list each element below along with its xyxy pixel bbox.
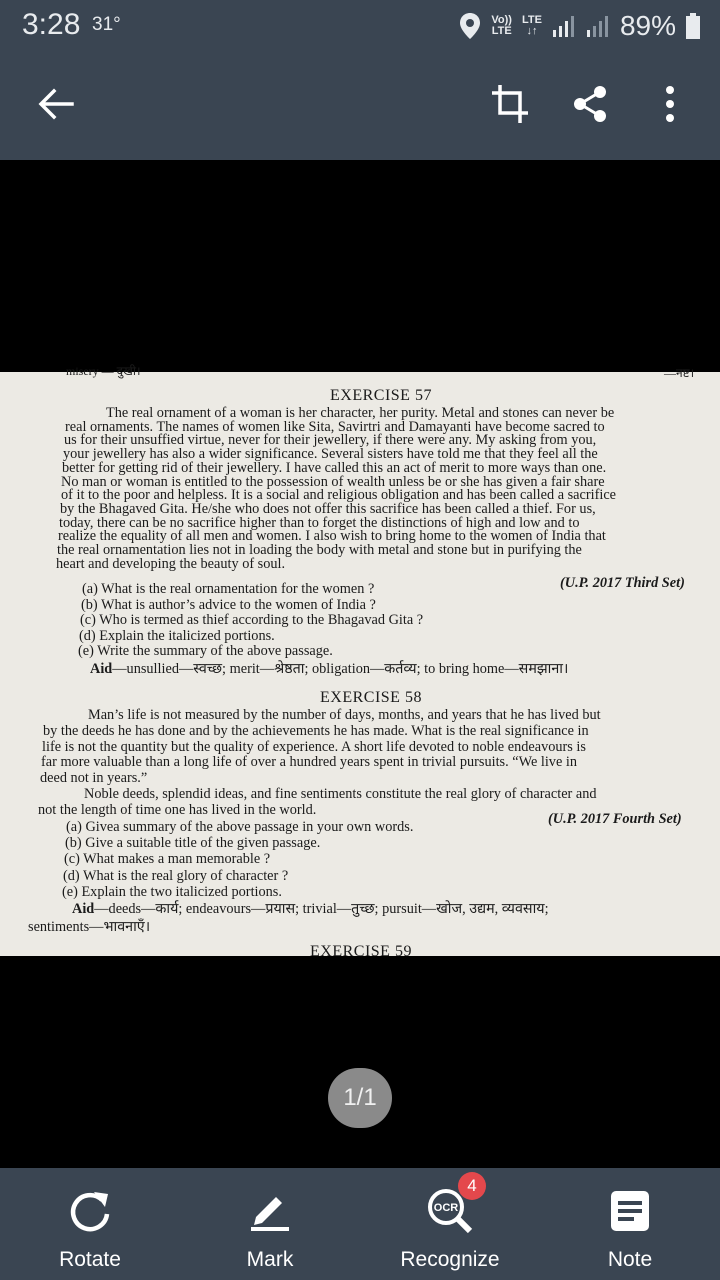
note-icon xyxy=(610,1190,650,1232)
exercise-59-heading-cut: EXERCISE 59 xyxy=(310,943,412,960)
rotate-icon xyxy=(68,1188,112,1234)
exercise-58-aid-cont: sentiments—भावनाएँ। xyxy=(28,919,151,935)
passage-58-line: Noble deeds, splendid ideas, and fine sentiments constitute the real glory of character and xyxy=(84,786,597,802)
exercise-57-heading: EXERCISE 57 xyxy=(330,387,432,404)
exercise-58-heading: EXERCISE 58 xyxy=(320,689,422,706)
aid-text: —unsullied—स्वच्छ; merit—श्रेष्ठता; obligation—कर्तव्य; to bring home—समझाना। xyxy=(112,661,569,677)
passage-58-line: Man’s life is not measured by the number of days, months, and years that he has lived but xyxy=(88,707,601,723)
question-57-line: (c) Who is termed as thief according to the Bhagavad Gita ? xyxy=(80,612,424,629)
lte-label: LTE xyxy=(521,14,542,26)
status-bar xyxy=(0,0,720,50)
question-58-line: (b) Give a suitable title of the given passage. xyxy=(65,835,321,852)
passage-57-line: No man or woman is entitled to the possession of wealth unless be or she has given a fair share xyxy=(61,473,605,490)
app-bar xyxy=(0,50,720,160)
back-arrow-icon xyxy=(38,88,74,120)
mark-button[interactable] xyxy=(180,1168,360,1280)
battery-icon xyxy=(686,13,700,39)
note-button[interactable] xyxy=(540,1168,720,1280)
passage-57-line: real ornaments. The names of women like Sita, Savirtri and Damayanti have become sacred to xyxy=(65,418,605,435)
question-58-line: (c) What makes a man memorable ? xyxy=(64,851,271,868)
status-temperature: 31° xyxy=(92,14,121,35)
exercise-58-aid xyxy=(72,902,549,918)
aid-label: Aid xyxy=(90,661,113,677)
aid-label-58: Aid xyxy=(72,901,95,917)
rotate-label: Rotate xyxy=(59,1248,121,1271)
more-vert-icon xyxy=(665,86,675,122)
passage-58-line: by the deeds he has done and by the achievements he has made. What is the real significance in xyxy=(43,722,589,739)
data-arrows-icon: ↓↑ xyxy=(526,25,538,37)
passage-58-line: far more valuable than a long life of over a hundred years spent in trivial pursuits. “We live in xyxy=(41,754,578,771)
top-right-cut-text: —नष्ट। xyxy=(664,366,695,380)
top-cut-text: misery — दुखी। xyxy=(66,364,141,378)
location-icon xyxy=(459,12,481,40)
more-options-button[interactable] xyxy=(642,76,698,132)
passage-58-line: life is not the quantity but the quality of experience. A short life devoted to noble endeavours is xyxy=(42,738,586,755)
rotate-button[interactable] xyxy=(0,1168,180,1280)
back-button[interactable] xyxy=(28,76,84,132)
scanned-page[interactable] xyxy=(0,364,720,960)
question-58-line: (a) Givea summary of the above passage in your own words. xyxy=(66,819,414,835)
share-button[interactable] xyxy=(562,76,618,132)
volte-bottom: LTE xyxy=(491,25,512,37)
exercise-58-source: (U.P. 2017 Fourth Set) xyxy=(548,811,682,827)
svg-text:OCR: OCR xyxy=(433,1202,459,1214)
passage-57-line: the real ornamentation lies not in loading the body with metal and stone but in purifying the xyxy=(57,542,582,558)
passage-58-line: not the length of time one has lived in the world. xyxy=(38,801,317,818)
question-57-line: (d) Explain the italicized portions. xyxy=(79,627,275,644)
volte-indicator xyxy=(491,15,512,37)
passage-57-line: your jewellery has also a wider significance. Several sisters have told me that they feel all the xyxy=(63,446,598,463)
note-label: Note xyxy=(607,1248,653,1271)
question-57-line: (b) What is author’s advice to the women of India ? xyxy=(81,596,376,613)
exercise-57-aid xyxy=(90,662,568,678)
recognize-label: Recognize xyxy=(400,1248,500,1271)
passage-57-line: by the Bhagaved Gita. He/she who does not offer this sacrifice has been called a thief. For us, xyxy=(60,500,596,517)
mark-label: Mark xyxy=(246,1248,294,1271)
question-57-line: (a) What is the real ornamentation for the women ? xyxy=(82,581,375,597)
passage-58-line: deed not in years.” xyxy=(40,770,148,787)
passage-57-line: realize the equality of all men and women. I also wish to bring home to the women of India that xyxy=(58,528,606,545)
passage-57-line: better for getting rid of their jewellery. I have called this an act of merit to more ways than one. xyxy=(62,459,607,476)
status-time: 3:28 xyxy=(22,8,81,41)
page-indicator: 1/1 xyxy=(328,1068,392,1128)
aid-text-58: —deeds—कार्य; endeavours—प्रयास; trivial—तुच्छ; pursuit—खोज, उद्यम, व्यवसाय; xyxy=(94,901,549,917)
passage-57-line: heart and developing the beauty of soul. xyxy=(56,555,286,572)
question-58-line: (d) What is the real glory of character ? xyxy=(63,867,289,884)
recognize-button[interactable] xyxy=(360,1168,540,1280)
crop-button[interactable] xyxy=(482,76,538,132)
recognize-badge: 4 xyxy=(458,1172,486,1200)
lte-indicator xyxy=(522,15,542,37)
battery-percentage: 89% xyxy=(619,10,676,41)
question-58-line: (e) Explain the two italicized portions. xyxy=(62,883,282,900)
pen-icon xyxy=(248,1189,292,1233)
signal-icon xyxy=(552,14,576,38)
status-icons xyxy=(459,8,700,44)
bottom-toolbar xyxy=(0,1168,720,1280)
signal-icon-2 xyxy=(586,14,610,38)
document-viewer[interactable] xyxy=(0,160,720,1168)
passage-57-line: today, there can be no sacrifice higher than to forget the distinctions of high and low and to xyxy=(59,514,580,531)
share-icon xyxy=(572,85,608,123)
exercise-57-source: (U.P. 2017 Third Set) xyxy=(560,575,685,591)
question-57-line: (e) Write the summary of the above passage. xyxy=(78,643,333,660)
volte-top: Vo)) xyxy=(491,14,512,26)
passage-57-line: The real ornament of a woman is her character, her purity. Metal and stones can never be xyxy=(106,405,615,421)
crop-icon xyxy=(491,84,529,124)
passage-57-line: of it to the poor and helpless. It is a social and religious obligation and has been called a sacrifice xyxy=(61,487,617,504)
passage-57-line: us for their unsuffied virtue, never for their jewellery, if there were any. My asking from you, xyxy=(64,432,597,449)
